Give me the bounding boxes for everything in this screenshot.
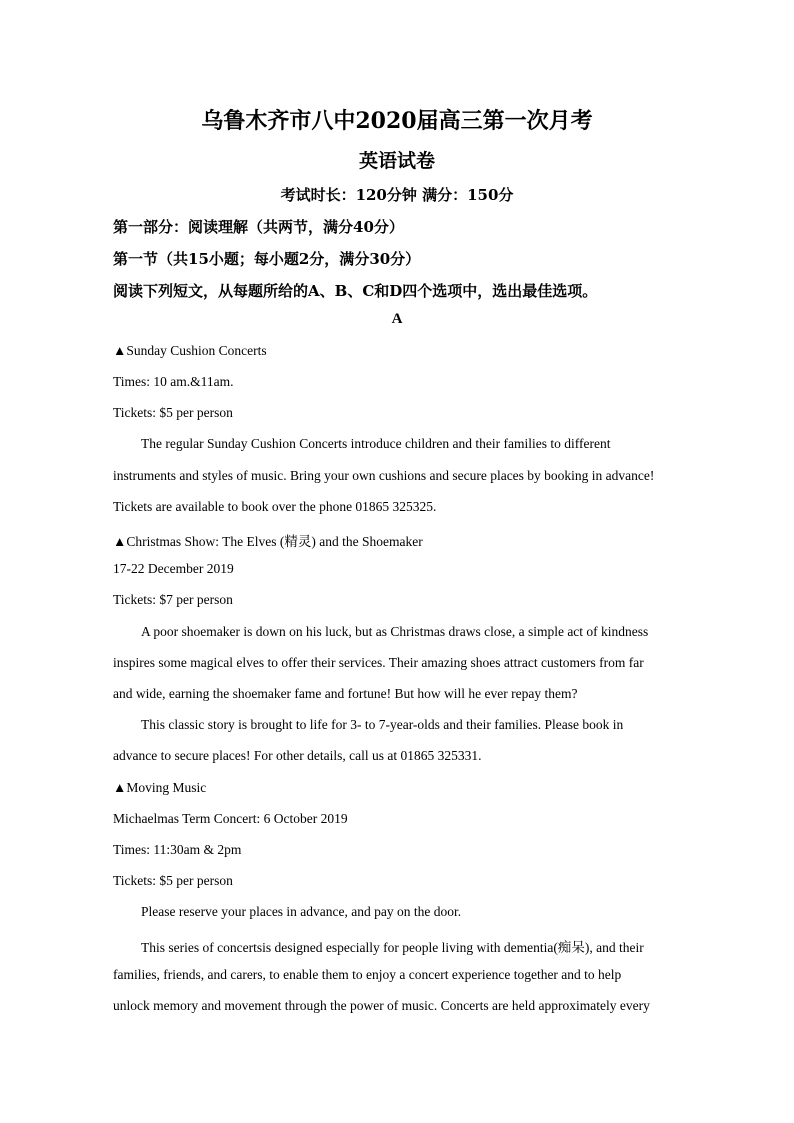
text-line: families, friends, and carers, to enable them to enjoy a concert experience together and to help [113,967,622,982]
text-line: Times: 10 am.&11am. [113,374,234,389]
text-line: A poor shoemaker is down on his luck, but as Christmas draws close, a simple act of kindness [141,624,649,639]
text-line: 17-22 December 2019 [113,561,234,576]
text-line: Please reserve your places in advance, and pay on the door. [141,904,462,919]
text-line: Times: 11:30am & 2pm [113,842,242,857]
text-line: The regular Sunday Cushion Concerts introduce children and their families to different [141,436,611,451]
ad-heading-moving-music: ▲Moving Music [113,780,207,795]
text-line: This classic story is brought to life for 3- to 7-year-olds and their families. Please book in [141,717,624,732]
text-line: instruments and styles of music. Bring your own cushions and secure places by booking in advance! [113,468,655,483]
text-line: Tickets: $5 per person [113,873,233,888]
text-line: Tickets are available to book over the phone 01865 325325. [113,499,437,514]
text-line: and wide, earning the shoemaker fame and fortune! But how will he ever repay them? [113,686,578,701]
part-heading: 第一部分：阅读理解（共两节，满分40分） [113,218,404,236]
ad-heading-christmas-show: ▲Christmas Show: The Elves (精灵) and the Shoemaker [113,534,423,549]
passage-letter: A [391,311,403,327]
exam-timing: 考试时长：120分钟 满分：150分 [280,186,514,204]
text-line: Michaelmas Term Concert: 6 October 2019 [113,811,348,826]
ad-heading-sunday-cushion: ▲Sunday Cushion Concerts [113,343,267,358]
text-line: This series of concertsis designed especially for people living with dementia(痴呆), and their [141,940,644,955]
text-line: inspires some magical elves to offer their services. Their amazing shoes attract customers from far [113,655,644,670]
section-heading: 第一节（共15小题；每小题2分，满分30分） [113,250,421,268]
exam-subtitle: 英语试卷 [358,150,435,172]
text-line: Tickets: $5 per person [113,405,233,420]
text-line: unlock memory and movement through the power of music. Concerts are held approximately every [113,998,650,1013]
exam-title: 乌鲁木齐市八中2020届高三第一次月考 [201,108,593,134]
text-line: advance to secure places! For other details, call us at 01865 325331. [113,748,482,763]
text-line: Tickets: $7 per person [113,592,233,607]
directions-text: 阅读下列短文，从每题所给的A、B、C和D四个选项中，选出最佳选项。 [113,282,598,300]
